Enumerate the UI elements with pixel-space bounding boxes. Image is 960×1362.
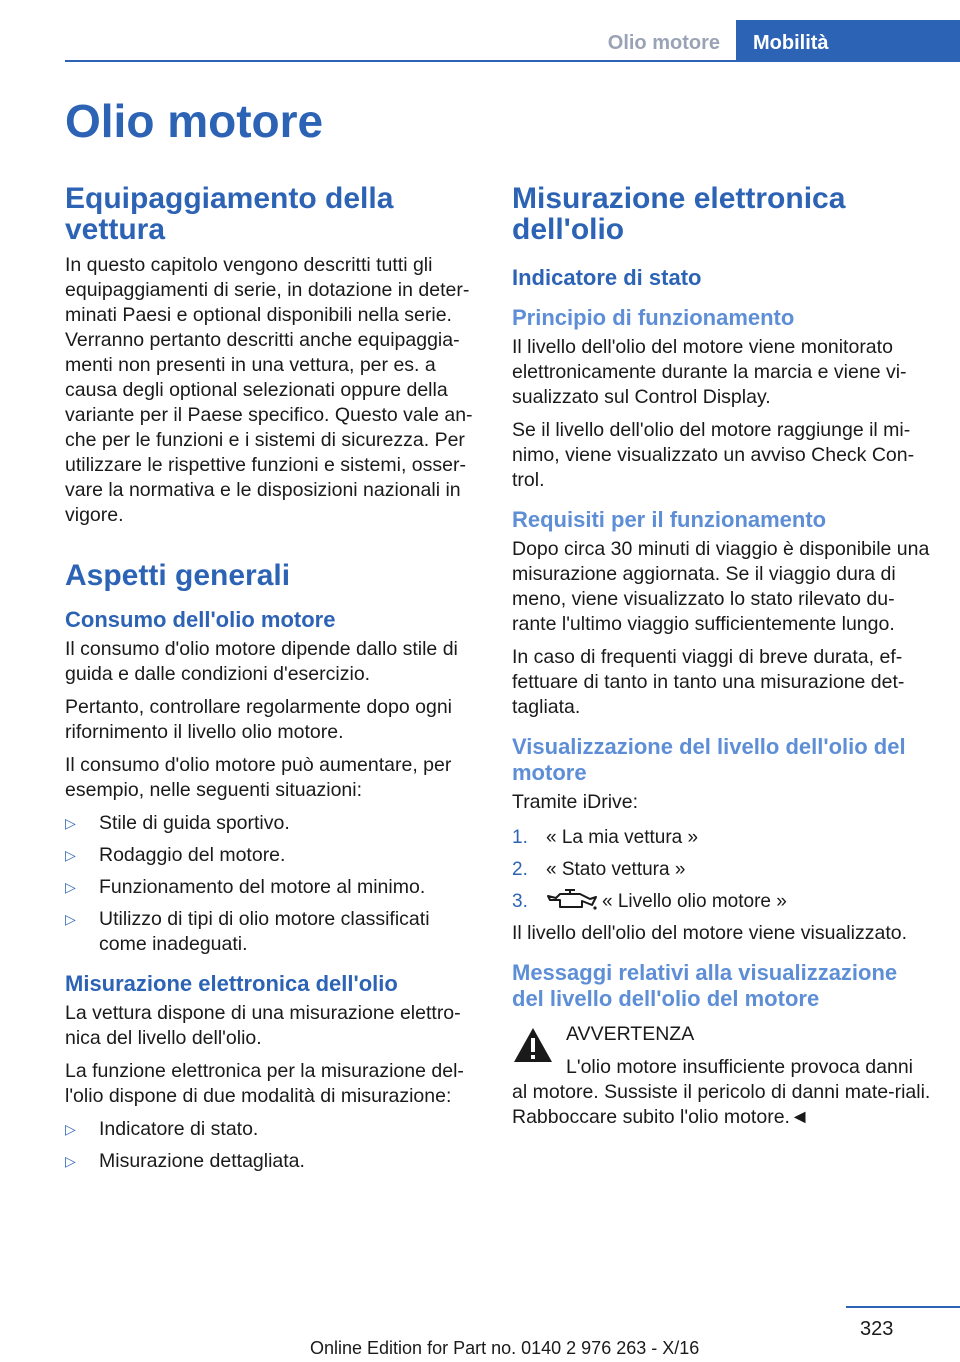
header-chapter-tab: Mobilità xyxy=(736,20,960,62)
heading-misurazione-main: Misurazione elettronica dell'olio xyxy=(512,182,846,246)
warning-box xyxy=(512,1022,932,1130)
paragraph-misura-2: La funzione elettronica per la misurazione del-l'olio dispone di due modalità di misurazione: xyxy=(65,1060,464,1107)
paragraph-consumo-2: Pertanto, controllare regolarmente dopo ogni rifornimento il livello olio motore. xyxy=(65,696,452,743)
list-item: 1. « La mia vettura » xyxy=(512,827,699,848)
heading-visualizzazione: Visualizzazione del livello dell'olio del motore xyxy=(512,734,906,785)
heading-misurazione-elettronica: Misurazione elettronica dell'olio xyxy=(65,971,398,996)
edition-line: Online Edition for Part no. 0140 2 976 263 - X/16 xyxy=(310,1338,700,1358)
bullet-triangle-icon: ▷ xyxy=(65,1121,76,1137)
header-section-label: Olio motore xyxy=(607,32,720,54)
paragraph-visual-result: Il livello dell'olio del motore viene visualizzato. xyxy=(512,922,907,944)
paragraph-principio-2: Se il livello dell'olio del motore raggiunge il mi-nimo, viene visualizzato un avviso Check Con-trol. xyxy=(512,419,915,491)
heading-equipaggiamento: Equipaggiamento della vettura xyxy=(65,182,394,246)
warning-triangle-icon xyxy=(512,1026,554,1064)
list-item: 2. « Stato vettura » xyxy=(512,859,686,880)
bullet-triangle-icon: ▷ xyxy=(65,815,76,831)
left-column xyxy=(65,183,480,1188)
header-rule xyxy=(65,60,960,62)
paragraph-consumo-3: Il consumo d'olio motore può aumentare, per esempio, nelle seguenti situazioni: xyxy=(65,754,452,801)
paragraph-misura-1: La vettura dispone di una misurazione elettro-nica del livello dell'olio. xyxy=(65,1002,461,1049)
heading-principio: Principio di funzionamento xyxy=(512,305,795,330)
list-item: ▷ Rodaggio del motore. xyxy=(65,844,286,866)
list-item: ▷ Stile di guida sportivo. xyxy=(65,812,290,834)
bullet-triangle-icon: ▷ xyxy=(65,911,76,927)
list-item: ▷ Funzionamento del motore al minimo. xyxy=(65,876,426,898)
oil-can-icon xyxy=(546,889,598,911)
steps-list xyxy=(512,825,932,914)
paragraph-tramite: Tramite iDrive: xyxy=(512,791,639,813)
list-item: ▷ Utilizzo di tipi di olio motore classificati come inadeguati. xyxy=(65,908,430,955)
bullet-triangle-icon: ▷ xyxy=(65,879,76,895)
heading-requisiti: Requisiti per il funzionamento xyxy=(512,507,827,532)
heading-consumo-olio: Consumo dell'olio motore xyxy=(65,607,336,632)
heading-indicatore-stato: Indicatore di stato xyxy=(512,265,702,290)
paragraph-requisiti-1: Dopo circa 30 minuti di viaggio è disponibile una misurazione aggiornata. Se il viaggio dura di meno, viene visualizzato lo stato rilevato du-rante l'ultimo viaggio sufficientemente lungo. xyxy=(512,538,930,635)
list-item: ▷ Misurazione dettagliata. xyxy=(65,1150,305,1172)
paragraph-consumo-1: Il consumo d'olio motore dipende dallo stile di guida e dalle condizioni d'esercizio. xyxy=(65,638,458,685)
warning-text: L'olio motore insufficiente provoca danni al motore. Sussiste il pericolo di danni mate-riali. Rabboccare subito l'olio motore.◄ xyxy=(512,1056,931,1128)
bullet-list-modalita xyxy=(65,1117,480,1174)
heading-aspetti-generali: Aspetti generali xyxy=(65,559,291,592)
page-title: Olio motore xyxy=(65,95,324,147)
bullet-triangle-icon: ▷ xyxy=(65,847,76,863)
warning-title: AVVERTENZA xyxy=(566,1023,695,1045)
paragraph-equipaggiamento: In questo capitolo vengono descritti tutti gli equipaggiamenti di serie, in dotazione in deter-minati Paesi e optional disponibili nella serie. Verranno pertanto descritti anche equipaggia-menti non presenti in una vettura, per es. a causa degli optional selezionati oppure della variante per il Paese specifico. Questo vale an-che per le funzioni e i sistemi di sicurezza. Per utilizzare le rispettive funzioni e sistemi, osser-vare la normativa e le disposizioni nazionali in vigore. xyxy=(65,254,473,526)
list-item: 3. « Livello olio motore » xyxy=(512,891,787,912)
footer-rule xyxy=(846,1306,960,1308)
bullet-list-consumo xyxy=(65,811,480,957)
right-column xyxy=(512,183,932,1138)
bullet-triangle-icon: ▷ xyxy=(65,1153,76,1169)
paragraph-requisiti-2: In caso di frequenti viaggi di breve durata, ef-fettuare di tanto in tanto una misurazione det-tagliata. xyxy=(512,646,905,718)
page-header xyxy=(0,0,960,62)
list-item: ▷ Indicatore di stato. xyxy=(65,1118,259,1140)
heading-messaggi: Messaggi relativi alla visualizzazione del livello dell'olio del motore xyxy=(512,960,898,1011)
paragraph-principio-1: Il livello dell'olio del motore viene monitorato elettronicamente durante la marcia e viene vi-sualizzato sul Control Display. xyxy=(512,336,907,408)
page-number: 323 xyxy=(860,1318,894,1340)
